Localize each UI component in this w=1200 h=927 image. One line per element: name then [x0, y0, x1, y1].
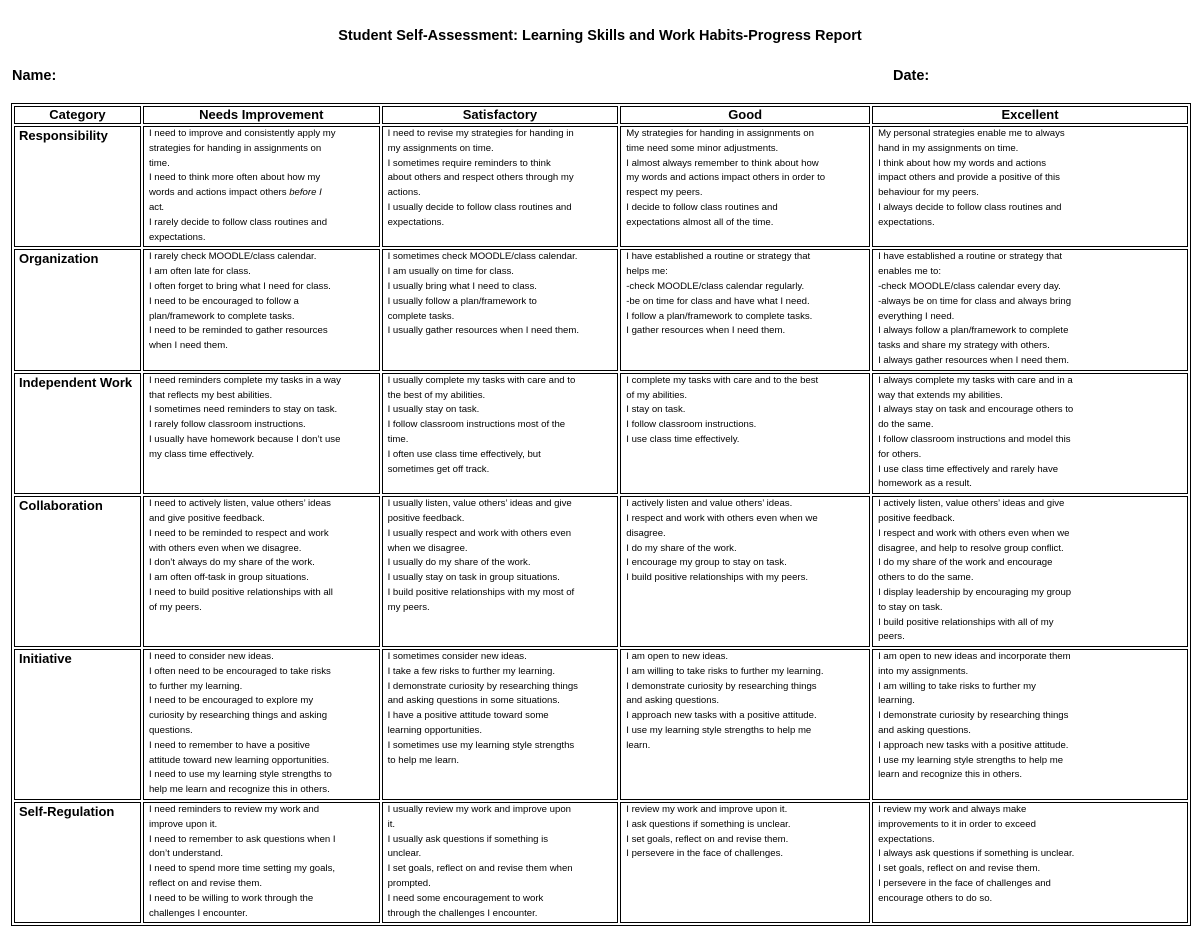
- cell-line: helps me:: [626, 266, 668, 278]
- cell-line: I need to be reminded to gather resources: [148, 325, 328, 337]
- cell-line: sometimes get off track.: [387, 463, 490, 475]
- cell-line: I rarely decide to follow class routines and: [148, 216, 328, 228]
- cell-line: time need some minor adjustments.: [626, 142, 779, 154]
- cell-line: I decide to follow class routines and: [626, 201, 778, 213]
- cell-line: positive feedback.: [387, 512, 465, 524]
- cell-line: I use class time effectively and rarely have: [878, 463, 1059, 475]
- cell-line: I actively listen and value others’ ideas.: [626, 498, 793, 510]
- cell-line: learning.: [878, 695, 915, 707]
- cell-good: [620, 373, 870, 494]
- cell-line: I sometimes consider new ideas.: [387, 651, 527, 663]
- cell-line: I usually complete my tasks with care and to: [387, 374, 576, 386]
- header-category: Category: [14, 106, 141, 124]
- cell-line: peers.: [878, 631, 905, 643]
- cell-line: I usually respect and work with others even: [387, 527, 572, 539]
- cell-line: I approach new tasks with a positive attitude.: [626, 710, 817, 722]
- cell-line: challenges I encounter.: [148, 907, 248, 919]
- cell-satisfactory: [382, 802, 619, 923]
- cell-line: words and actions impact others before I: [148, 187, 322, 199]
- cell-line: -always be on time for class and always bring: [878, 295, 1072, 307]
- category-cell: Self-Regulation: [14, 802, 141, 923]
- cell-line: I often need to be encouraged to take risks: [148, 665, 331, 677]
- cell-line: to stay on task.: [878, 601, 943, 613]
- date-label: Date:: [893, 68, 930, 84]
- cell-line: I usually listen, value others’ ideas and give: [387, 498, 572, 510]
- cell-needs-improvement: [143, 802, 380, 923]
- cell-line: plan/framework to complete tasks.: [148, 310, 295, 322]
- cell-line: I usually do my share of the work.: [387, 557, 531, 569]
- cell-excellent: [872, 249, 1188, 370]
- cell-line: time.: [387, 433, 409, 445]
- cell-line: I demonstrate curiosity by researching things: [878, 710, 1069, 722]
- cell-line: I usually gather resources when I need them.: [387, 325, 580, 337]
- header-good: Good: [620, 106, 870, 124]
- header-row: [14, 106, 1188, 124]
- cell-line: learning opportunities.: [387, 725, 482, 737]
- cell-line: my peers.: [387, 601, 430, 613]
- cell-line: I need reminders complete my tasks in a way: [148, 374, 341, 386]
- cell-line: I am open to new ideas.: [626, 651, 729, 663]
- cell-excellent: [872, 649, 1188, 800]
- cell-line: I demonstrate curiosity by researching things: [387, 680, 578, 692]
- cell-line: I display leadership by encouraging my group: [878, 586, 1072, 598]
- cell-line: about others and respect others through my: [387, 172, 574, 184]
- cell-line: I need to be willing to work through the: [148, 892, 314, 904]
- cell-line: I use class time effectively.: [626, 433, 740, 445]
- cell-line: act.: [148, 201, 165, 213]
- category-cell: Collaboration: [14, 496, 141, 647]
- cell-line: I ask questions if something is unclear.: [626, 818, 791, 830]
- cell-line: that reflects my best abilities.: [148, 389, 273, 401]
- cell-line: I do my share of the work and encourage: [878, 557, 1053, 569]
- cell-needs-improvement: [143, 373, 380, 494]
- cell-line: I use my learning style strengths to help me: [878, 754, 1064, 766]
- cell-line: I always stay on task and encourage others to: [878, 404, 1074, 416]
- cell-good: [620, 802, 870, 923]
- cell-line: my assignments on time.: [387, 142, 494, 154]
- header-excellent: Excellent: [872, 106, 1188, 124]
- cell-line: do the same.: [878, 419, 934, 431]
- cell-line: behaviour for my peers.: [878, 187, 979, 199]
- cell-line: I need to build positive relationships with all: [148, 586, 333, 598]
- cell-line: when we disagree.: [387, 542, 468, 554]
- cell-line: I sometimes use my learning style strengths: [387, 739, 575, 751]
- cell-line: I need to actively listen, value others’ ideas: [148, 498, 331, 510]
- cell-line: I gather resources when I need them.: [626, 325, 786, 337]
- category-cell: Organization: [14, 249, 141, 370]
- cell-excellent: [872, 496, 1188, 647]
- cell-line: don’t understand.: [148, 848, 224, 860]
- cell-good: [620, 126, 870, 247]
- cell-line: and asking questions.: [878, 725, 971, 737]
- cell-line: I usually review my work and improve upon: [387, 804, 572, 816]
- cell-line: I usually decide to follow class routines and: [387, 201, 572, 213]
- cell-line: I almost always remember to think about how: [626, 157, 819, 169]
- cell-line: actions.: [387, 187, 421, 199]
- table-row: [14, 649, 1188, 800]
- cell-line: I respect and work with others even when we: [626, 512, 818, 524]
- cell-satisfactory: [382, 126, 619, 247]
- cell-line: My personal strategies enable me to always: [878, 128, 1065, 139]
- cell-line: I complete my tasks with care and to the best: [626, 374, 819, 386]
- cell-line: encourage others to do so.: [878, 892, 993, 904]
- cell-line: when I need them.: [148, 340, 228, 352]
- page-title: Student Self-Assessment: Learning Skills and Work Habits-Progress Report: [338, 28, 862, 44]
- cell-satisfactory: [382, 496, 619, 647]
- cell-line: time.: [148, 157, 170, 169]
- cell-line: I need some encouragement to work: [387, 892, 544, 904]
- cell-line: I persevere in the face of challenges and: [878, 878, 1051, 890]
- cell-line: I am willing to take risks to further my learning.: [626, 665, 824, 677]
- cell-line: I sometimes require reminders to think: [387, 157, 551, 169]
- cell-line: I have established a routine or strategy that: [878, 251, 1063, 263]
- cell-satisfactory: [382, 373, 619, 494]
- cell-line: I review my work and always make: [878, 804, 1027, 816]
- cell-line: I need to revise my strategies for handing in: [387, 128, 574, 139]
- cell-line: and give positive feedback.: [148, 512, 265, 524]
- cell-line: I need to remember to ask questions when I: [148, 833, 336, 845]
- cell-line: I persevere in the face of challenges.: [626, 848, 784, 860]
- cell-line: I use my learning style strengths to help me: [626, 725, 812, 737]
- cell-line: I often forget to bring what I need for class.: [148, 280, 331, 292]
- cell-line: hand in my assignments on time.: [878, 142, 1019, 154]
- cell-line: and asking questions.: [626, 695, 720, 707]
- cell-line: I am often late for class.: [148, 266, 251, 278]
- cell-line: through the challenges I encounter.: [387, 907, 538, 919]
- cell-line: for others.: [878, 448, 922, 460]
- cell-line: unclear.: [387, 848, 422, 860]
- cell-line: others to do the same.: [878, 572, 974, 584]
- cell-line: tasks and share my strategy with others.: [878, 340, 1050, 352]
- cell-line: of my abilities.: [626, 389, 688, 401]
- cell-line: I stay on task.: [626, 404, 686, 416]
- cell-line: I sometimes check MOODLE/class calendar.: [387, 251, 578, 263]
- cell-line: I need reminders to review my work and: [148, 804, 320, 816]
- category-cell: Initiative: [14, 649, 141, 800]
- cell-line: complete tasks.: [387, 310, 455, 322]
- cell-line: enables me to:: [878, 266, 942, 278]
- cell-line: I always ask questions if something is unclear.: [878, 848, 1075, 860]
- cell-line: expectations.: [878, 833, 935, 845]
- cell-line: expectations.: [878, 216, 935, 228]
- cell-line: expectations.: [148, 231, 206, 243]
- cell-line: expectations.: [387, 216, 445, 228]
- cell-line: impact others and provide a positive of this: [878, 172, 1060, 184]
- cell-line: learn and recognize this in others.: [878, 769, 1023, 781]
- cell-line: into my assignments.: [878, 665, 969, 677]
- cell-line: I usually stay on task.: [387, 404, 480, 416]
- cell-line: it.: [387, 818, 396, 830]
- cell-line: to further my learning.: [148, 680, 243, 692]
- cell-line: I am often off-task in group situations.: [148, 572, 309, 584]
- category-cell: Responsibility: [14, 126, 141, 247]
- cell-excellent: [872, 373, 1188, 494]
- name-label: Name:: [12, 68, 57, 84]
- cell-line: I build positive relationships with my peers.: [626, 572, 809, 584]
- cell-line: I need to improve and consistently apply my: [148, 128, 336, 139]
- cell-line: I do my share of the work.: [626, 542, 737, 554]
- cell-line: I usually ask questions if something is: [387, 833, 549, 845]
- cell-line: I need to be encouraged to follow a: [148, 295, 299, 307]
- cell-line: I follow classroom instructions and model this: [878, 433, 1071, 445]
- cell-line: and asking questions in some situations.: [387, 695, 560, 707]
- cell-line: I always decide to follow class routines and: [878, 201, 1062, 213]
- cell-satisfactory: [382, 649, 619, 800]
- table-row: [14, 249, 1188, 370]
- cell-line: I always complete my tasks with care and in a: [878, 374, 1073, 386]
- cell-line: disagree, and help to resolve group conflict.: [878, 542, 1064, 554]
- cell-line: I need to consider new ideas.: [148, 651, 274, 663]
- cell-needs-improvement: [143, 126, 380, 247]
- cell-line: -be on time for class and have what I need.: [626, 295, 810, 307]
- cell-line: I respect and work with others even when we: [878, 527, 1070, 539]
- cell-line: I take a few risks to further my learning.: [387, 665, 556, 677]
- cell-line: I usually bring what I need to class.: [387, 280, 537, 292]
- rubric-body: [14, 126, 1188, 923]
- cell-line: I set goals, reflect on and revise them when: [387, 863, 573, 875]
- cell-good: [620, 249, 870, 370]
- cell-line: I actively listen, value others’ ideas and give: [878, 498, 1065, 510]
- cell-line: I usually follow a plan/framework to: [387, 295, 537, 307]
- cell-line: I review my work and improve upon it.: [626, 804, 788, 816]
- cell-line: -check MOODLE/class calendar regularly.: [626, 280, 805, 292]
- cell-line: I approach new tasks with a positive attitude.: [878, 739, 1069, 751]
- cell-line: prompted.: [387, 878, 431, 890]
- cell-line: I encourage my group to stay on task.: [626, 557, 787, 569]
- cell-line: I set goals, reflect on and revise them.: [626, 833, 789, 845]
- cell-line: I sometimes need reminders to stay on task.: [148, 404, 338, 416]
- cell-line: I need to be encouraged to explore my: [148, 695, 314, 707]
- table-row: [14, 126, 1188, 247]
- cell-line: I rarely check MOODLE/class calendar.: [148, 251, 317, 263]
- cell-line: of my peers.: [148, 601, 202, 613]
- cell-line: I rarely follow classroom instructions.: [148, 419, 306, 431]
- cell-line: I need to be reminded to respect and work: [148, 527, 329, 539]
- cell-line: I always follow a plan/framework to complete: [878, 325, 1069, 337]
- cell-good: [620, 496, 870, 647]
- cell-line: I need to think more often about how my: [148, 172, 321, 184]
- cell-line: -check MOODLE/class calendar every day.: [878, 280, 1061, 292]
- cell-line: I build positive relationships with my most of: [387, 586, 575, 598]
- cell-satisfactory: [382, 249, 619, 370]
- cell-line: homework as a result.: [878, 478, 972, 490]
- cell-line: I think about how my words and actions: [878, 157, 1047, 169]
- cell-line: I follow classroom instructions.: [626, 419, 757, 431]
- cell-line: I set goals, reflect on and revise them.: [878, 863, 1041, 875]
- cell-line: I often use class time effectively, but: [387, 448, 541, 460]
- cell-excellent: [872, 126, 1188, 247]
- cell-line: I follow classroom instructions most of the: [387, 419, 566, 431]
- cell-line: My strategies for handing in assignments on: [626, 128, 814, 139]
- cell-line: everything I need.: [878, 310, 955, 322]
- cell-line: I have a positive attitude toward some: [387, 710, 549, 722]
- cell-line: I always gather resources when I need them.: [878, 354, 1069, 366]
- cell-line: learn.: [626, 739, 651, 751]
- header-needs-improvement: Needs Improvement: [143, 106, 380, 124]
- cell-line: reflect on and revise them.: [148, 878, 263, 890]
- cell-line: I don’t always do my share of the work.: [148, 557, 315, 569]
- cell-line: I follow a plan/framework to complete tasks.: [626, 310, 813, 322]
- cell-excellent: [872, 802, 1188, 923]
- cell-good: [620, 649, 870, 800]
- rubric-table: [11, 103, 1191, 926]
- cell-line: I usually stay on task in group situations.: [387, 572, 560, 584]
- cell-line: curiosity by researching things and asking: [148, 710, 328, 722]
- cell-line: questions.: [148, 725, 193, 737]
- header-satisfactory: Satisfactory: [382, 106, 619, 124]
- cell-line: I need to remember to have a positive: [148, 739, 311, 751]
- cell-line: my words and actions impact others in order to: [626, 172, 826, 184]
- cell-line: disagree.: [626, 527, 666, 539]
- cell-line: expectations almost all of the time.: [626, 216, 774, 228]
- cell-line: way that extends my abilities.: [878, 389, 1003, 401]
- cell-line: respect my peers.: [626, 187, 703, 199]
- cell-line: I need to use my learning style strengths to: [148, 769, 332, 781]
- cell-line: I usually have homework because I don’t use: [148, 433, 341, 445]
- cell-line: I am usually on time for class.: [387, 266, 514, 278]
- cell-line: I build positive relationships with all of my: [878, 616, 1054, 628]
- cell-line: positive feedback.: [878, 512, 955, 524]
- cell-line: improve upon it.: [148, 818, 218, 830]
- table-row: [14, 373, 1188, 494]
- cell-line: help me learn and recognize this in others.: [148, 784, 330, 796]
- cell-needs-improvement: [143, 649, 380, 800]
- cell-needs-improvement: [143, 249, 380, 370]
- cell-line: with others even when we disagree.: [148, 542, 302, 554]
- cell-needs-improvement: [143, 496, 380, 647]
- cell-line: I am open to new ideas and incorporate them: [878, 651, 1071, 663]
- cell-line: my class time effectively.: [148, 448, 255, 460]
- cell-line: to help me learn.: [387, 754, 460, 766]
- cell-line: I demonstrate curiosity by researching things: [626, 680, 817, 692]
- cell-line: strategies for handing in assignments on: [148, 142, 322, 154]
- cell-line: I have established a routine or strategy that: [626, 251, 811, 263]
- cell-line: the best of my abilities.: [387, 389, 486, 401]
- cell-line: I need to spend more time setting my goals,: [148, 863, 336, 875]
- table-row: [14, 496, 1188, 647]
- table-row: [14, 802, 1188, 923]
- cell-line: I am willing to take risks to further my: [878, 680, 1036, 692]
- cell-line: improvements to it in order to exceed: [878, 818, 1036, 830]
- category-cell: Independent Work: [14, 373, 141, 494]
- cell-line: attitude toward new learning opportunities.: [148, 754, 330, 766]
